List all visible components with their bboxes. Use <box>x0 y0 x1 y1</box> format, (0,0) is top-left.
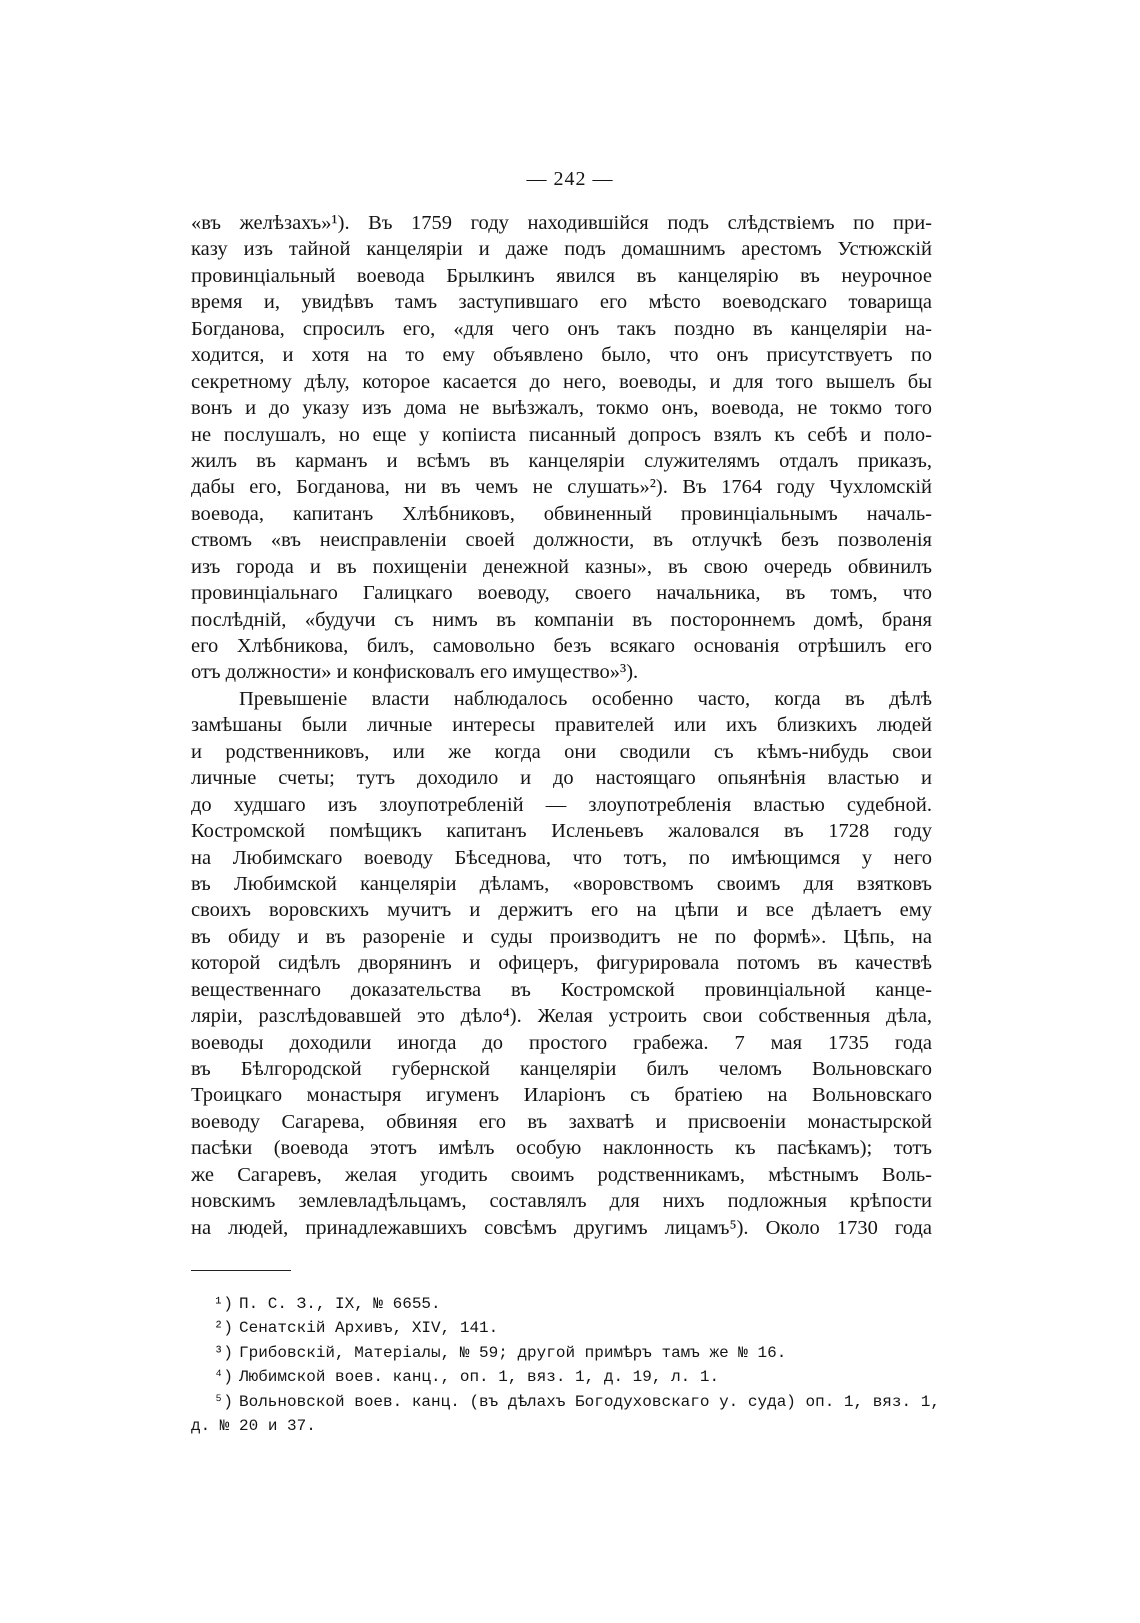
footnote-mark: ³) <box>213 1343 233 1362</box>
body-line: провинціальный воевода Брылкинъ явился въ канцелярію въ неурочное <box>191 264 932 287</box>
body-line: отъ должности» и конфисковалъ его имущество»³). <box>191 661 639 684</box>
body-line: не послушалъ, но еще у копіиста писанный допросъ взялъ къ себѣ и поло- <box>191 423 932 446</box>
body-line: Костромской помѣщикъ капитанъ Исленьевъ жаловался въ 1728 году <box>191 820 932 843</box>
body-line: послѣдній, «будучи съ нимъ въ компаніи въ постороннемъ домѣ, браня <box>191 608 932 631</box>
body-line: личные счеты; тутъ доходило и до настоящаго опьянѣнія властью и <box>191 767 932 790</box>
footnote-text: П. С. З., IX, № 6655. <box>239 1295 441 1313</box>
footnote-text: Любимской воев. канц., оп. 1, вяз. 1, д. 19, л. 1. <box>239 1368 720 1387</box>
footnotes <box>191 1292 940 1438</box>
footnote-divider <box>191 1270 291 1271</box>
body-line: время и, увидѣвъ тамъ заступившаго его мѣсто воеводскаго товарища <box>191 291 932 314</box>
body-line: же Сагаревъ, желая угодить своимъ родственникамъ, мѣстнымъ Воль- <box>191 1163 932 1186</box>
footnote-mark: ⁴) <box>213 1368 233 1387</box>
footnote-mark: ¹) <box>213 1295 233 1313</box>
body-line: секретному дѣлу, которое касается до него, воеводы, и для того вышелъ бы <box>191 370 932 393</box>
body-line: Троицкаго монастыря игуменъ Иларіонъ съ братіею на Вольновскаго <box>191 1084 932 1107</box>
footnote-mark: ²) <box>213 1319 233 1338</box>
body-line: Богданова, спросилъ его, «для чего онъ такъ поздно въ канцеляріи на- <box>191 317 932 340</box>
body-line: на Любимскаго воеводу Бѣседнова, что тотъ, по имѣющимся у него <box>191 846 932 869</box>
body-line: новскимъ землевладѣльцамъ, составлялъ для нихъ подложныя крѣпости <box>191 1190 932 1213</box>
body-line: «въ желѣзахъ»¹). Въ 1759 году находившійся подъ слѣдствіемъ по при- <box>191 212 932 234</box>
footnote-continuation <box>191 1414 932 1438</box>
body-line: пасѣки (воевода этотъ имѣлъ особую наклонность къ пасѣкамъ); тотъ <box>191 1137 932 1160</box>
body-line: вещественнаго доказательства въ Костромской провинціальной канце- <box>191 978 932 1001</box>
footnote-mark: ⁵) <box>213 1392 233 1411</box>
body-line: на людей, принадлежавшихъ совсѣмъ другимъ лицамъ⁵). Около 1730 года <box>191 1216 932 1239</box>
body-line: которой сидѣлъ дворянинъ и офицеръ, фигурировала потомъ въ качествѣ <box>191 952 932 975</box>
body-text <box>191 210 932 1241</box>
body-line: жилъ въ карманъ и всѣмъ въ канцеляріи служителямъ отдалъ приказъ, <box>191 449 932 472</box>
page-number: — 242 — <box>526 168 614 190</box>
body-line: казу изъ тайной канцеляріи и даже подъ домашнимъ арестомъ Устюжскій <box>191 238 932 261</box>
body-line: воевода, капитанъ Хлѣбниковъ, обвиненный провинціальнымъ началь- <box>191 502 932 525</box>
body-line: ходится, и хотя на то ему объявлено было, что онъ присутствуетъ по <box>191 344 932 367</box>
paragraph-start-line: Превышеніе власти наблюдалось особенно часто, когда въ дѣлѣ <box>239 687 932 710</box>
footnote-text: Сенатскій Архивъ, XIV, 141. <box>239 1319 499 1338</box>
footnote <box>191 1292 932 1316</box>
body-line: и родственниковъ, или же когда они сводили съ кѣмъ-нибудь свои <box>191 740 932 763</box>
body-line: ствомъ «въ неисправленіи своей должности, въ отлучкѣ безъ позволенія <box>191 529 932 552</box>
footnote-text: д. № 20 и 37. <box>191 1416 316 1435</box>
footnote-text: Вольновской воев. канц. (въ дѣлахъ Богодуховскаго у. суда) оп. 1, вяз. 1, <box>239 1392 940 1411</box>
footnote <box>191 1341 932 1365</box>
body-line: въ Любимской канцеляріи дѣламъ, «воровствомъ своимъ для взятковъ <box>191 872 932 895</box>
body-line: воеводу Сагарева, обвиняя его въ захватѣ и присвоеніи монастырской <box>191 1110 932 1133</box>
body-line: провинціальнаго Галицкаго воеводу, своего начальника, въ томъ, что <box>191 582 932 605</box>
body-line: ляріи, разслѣдовавшей это дѣло⁴). Желая устроить свои собственныя дѣла, <box>191 1005 932 1028</box>
body-line: дабы его, Богданова, ни въ чемъ не слушать»²). Въ 1764 году Чухломскій <box>191 476 932 499</box>
body-line: въ обиду и въ разореніе и суды производитъ не по формѣ». Цѣпь, на <box>191 925 932 948</box>
body-line: въ Бѣлгородской губернской канцеляріи билъ челомъ Вольновскаго <box>191 1058 932 1080</box>
body-line: замѣшаны были личные интересы правителей или ихъ близкихъ людей <box>191 714 932 737</box>
body-line: изъ города и въ похищеніи денежной казны», въ свою очередь обвинилъ <box>191 555 932 578</box>
footnote-text: Грибовскій, Матеріалы, № 59; другой примѣръ тамъ же № 16. <box>239 1343 787 1362</box>
body-line: его Хлѣбникова, билъ, самовольно безъ всякаго основанія отрѣшилъ его <box>191 635 932 657</box>
footnote <box>191 1365 932 1389</box>
body-line: воеводы доходили иногда до простого грабежа. 7 мая 1735 года <box>191 1031 932 1054</box>
body-line: до худшаго изъ злоупотребленій — злоупотребленія властью судебной. <box>191 793 932 816</box>
body-line: вонъ и до указу изъ дома не выѣзжалъ, токмо онъ, воевода, не токмо того <box>191 397 932 420</box>
footnote <box>191 1390 940 1414</box>
footnote <box>191 1316 932 1340</box>
body-line: своихъ воровскихъ мучитъ и держитъ его на цѣпи и все дѣлаетъ ему <box>191 899 932 922</box>
